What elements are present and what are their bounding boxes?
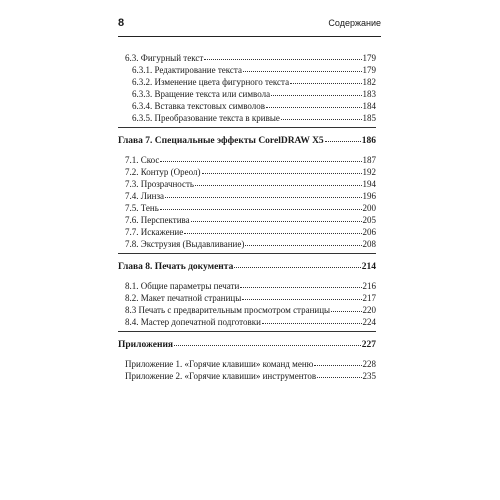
toc-entry: 7.3. Прозрачность 194 [125, 179, 376, 189]
page-header [118, 17, 381, 35]
toc-entry: Приложение 1. «Горячие клавиши» команд меню 228 [125, 359, 376, 369]
toc-entry: 6.3.5. Преобразование текста в кривые 185 [132, 113, 376, 123]
page-number: 8 [118, 17, 125, 29]
toc-entry: 8.4. Мастер допечатной подготовки 224 [125, 317, 376, 327]
toc-entry: 7.4. Линза 196 [125, 191, 376, 201]
toc-entry: 8.1. Общие параметры печати 216 [125, 281, 376, 291]
table-of-contents [118, 52, 376, 382]
toc-chapter-7: Глава 7. Специальные эффекты CorelDRAW X5 186 [118, 134, 376, 146]
section-divider [118, 331, 376, 332]
toc-entry: 7.1. Скос 187 [125, 155, 376, 165]
toc-entry: 7.8. Экструзия (Выдавливание) 208 [125, 239, 376, 249]
toc-entry: 6.3.3. Вращение текста или символа 183 [132, 89, 376, 99]
toc-entry: 6.3.1. Редактирование текста 179 [132, 65, 376, 75]
toc-entry: 8.3 Печать с предварительным просмотром страницы 220 [125, 305, 376, 315]
toc-entry: Приложение 2. «Горячие клавиши» инструментов 235 [125, 371, 376, 381]
section-divider [118, 253, 376, 254]
section-divider [118, 127, 376, 128]
toc-appendix: Приложения 227 [118, 338, 376, 350]
toc-entry: 6.3. Фигурный текст 179 [125, 53, 376, 63]
running-head: Содержание [328, 18, 381, 28]
header-rule [118, 36, 381, 37]
toc-entry: 8.2. Макет печатной страницы 217 [125, 293, 376, 303]
toc-entry: 7.2. Контур (Ореол) 192 [125, 167, 376, 177]
toc-entry: 7.7. Искажение 206 [125, 227, 376, 237]
toc-entry: 7.5. Тень 200 [125, 203, 376, 213]
toc-entry: 6.3.4. Вставка текстовых символов 184 [132, 101, 376, 111]
toc-chapter-8: Глава 8. Печать документа 214 [118, 260, 376, 272]
toc-entry: 6.3.2. Изменение цвета фигурного текста 182 [132, 77, 376, 87]
toc-entry: 7.6. Перспектива 205 [125, 215, 376, 225]
